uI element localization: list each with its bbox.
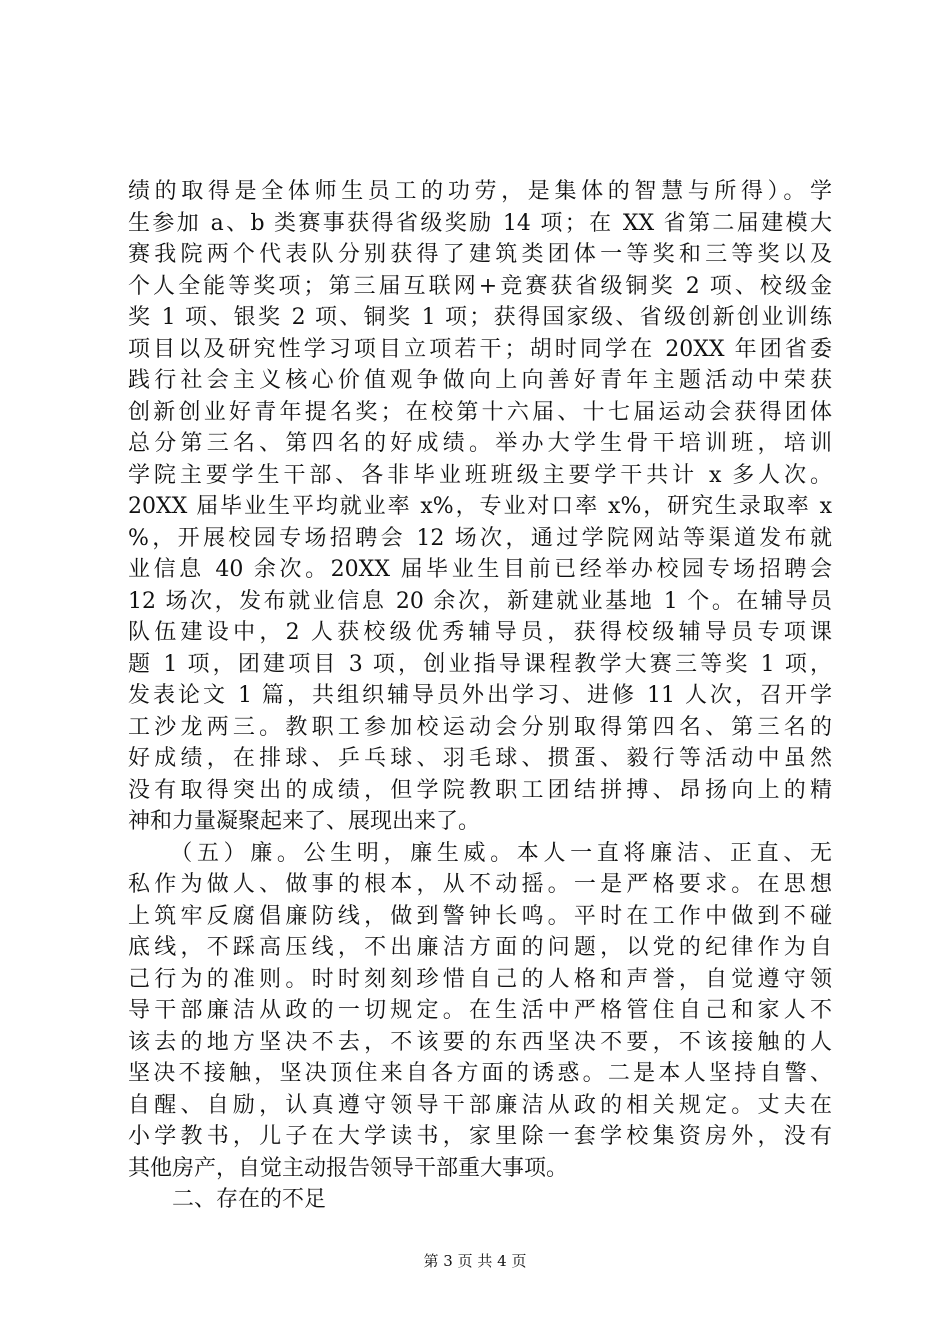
- text-line: 创新创业好青年提名奖；在校第十六届、十七届运动会获得团体: [128, 399, 832, 425]
- text-line: 其他房产，自觉主动报告领导干部重大事项。: [128, 1155, 569, 1181]
- text-line: 队伍建设中，2 人获校级优秀辅导员，获得校级辅导员专项课: [128, 620, 832, 645]
- text-line: 20XX 届毕业生平均就业率 x%，专业对口率 x%，研究生录取率 x: [128, 494, 832, 519]
- text-line: 践行社会主义核心价值观争做向上向善好青年主题活动中荣获: [128, 368, 832, 393]
- text-line: 工沙龙两三。教职工参加校运动会分别取得第四名、第三名的: [128, 714, 832, 740]
- text-line: 项目以及研究性学习项目立项若干；胡时同学在 20XX 年团省委: [128, 336, 832, 362]
- text-line: 学院主要学生干部、各非毕业班班级主要学干共计 x 多人次。: [128, 462, 832, 488]
- text-line: 个人全能等奖项；第三届互联网+竞赛获省级铜奖 2 项、校级金: [128, 273, 832, 299]
- page-footer: [0, 1251, 950, 1271]
- paragraph-achievements: [128, 176, 832, 838]
- text-line: 私作为做人、做事的根本，从不动摇。一是严格要求。在思想: [128, 872, 832, 897]
- text-line: 业信息 40 余次。20XX 届毕业生目前已经举办校园专场招聘会: [128, 557, 832, 582]
- text-line: %，开展校园专场招聘会 12 场次，通过学院网站等渠道发布就: [128, 525, 832, 551]
- document-body: [128, 176, 832, 1216]
- text-line: 赛我院两个代表队分别获得了建筑类团体一等奖和三等奖以及: [128, 242, 832, 267]
- text-line: 该去的地方坚决不去，不该要的东西坚决不要，不该接触的人: [128, 1029, 832, 1055]
- text-line: 底线，不踩高压线，不出廉洁方面的问题，以党的纪律作为自: [128, 935, 832, 960]
- text-line: 题 1 项，团建项目 3 项，创业指导课程教学大赛三等奖 1 项，: [128, 651, 832, 677]
- text-line: 没有取得突出的成绩，但学院教职工团结拼搏、昂扬向上的精: [128, 777, 832, 803]
- text-line: 坚决不接触，坚决顶住来自各方面的诱惑。二是本人坚持自警、: [128, 1061, 832, 1086]
- text-line: 绩的取得是全体师生员工的功劳，是集体的智慧与所得）。学: [128, 179, 832, 204]
- text-line: 好成绩，在排球、乒乓球、羽毛球、掼蛋、毅行等活动中虽然: [128, 746, 832, 771]
- text-line: 总分第三名、第四名的好成绩。举办大学生骨干培训班，培训: [128, 431, 832, 456]
- text-line: 小学教书，儿子在大学读书，家里除一套学校集资房外，没有: [128, 1124, 832, 1149]
- paragraph-integrity: [128, 838, 832, 1185]
- text-line: 12 场次，发布就业信息 20 余次，新建就业基地 1 个。在辅导员: [128, 588, 832, 614]
- section-heading: 二、存在的不足: [128, 1187, 327, 1212]
- text-line: 自醒、自励，认真遵守领导干部廉洁从政的相关规定。丈夫在: [128, 1092, 832, 1118]
- text-line: 己行为的准则。时时刻刻珍惜自己的人格和声誉，自觉遵守领: [128, 966, 832, 992]
- text-line: 奖 1 项、银奖 2 项、铜奖 1 项；获得国家级、省级创新创业训练: [128, 305, 832, 330]
- text-line: （五）廉。公生明，廉生威。本人一直将廉洁、正直、无: [128, 840, 832, 866]
- text-line: 发表论文 1 篇，共组织辅导员外出学习、进修 11 人次，召开学: [128, 683, 832, 708]
- page-number: 第 3 页 共 4 页: [423, 1252, 527, 1270]
- text-line: 导干部廉洁从政的一切规定。在生活中严格管住自己和家人不: [128, 998, 832, 1023]
- text-line: 上筑牢反腐倡廉防线，做到警钟长鸣。平时在工作中做到不碰: [128, 903, 832, 929]
- text-line: 生参加 a、b 类赛事获得省级奖励 14 项；在 XX 省第二届建模大: [128, 210, 832, 236]
- text-line: 神和力量凝聚起来了、展现出来了。: [128, 809, 481, 834]
